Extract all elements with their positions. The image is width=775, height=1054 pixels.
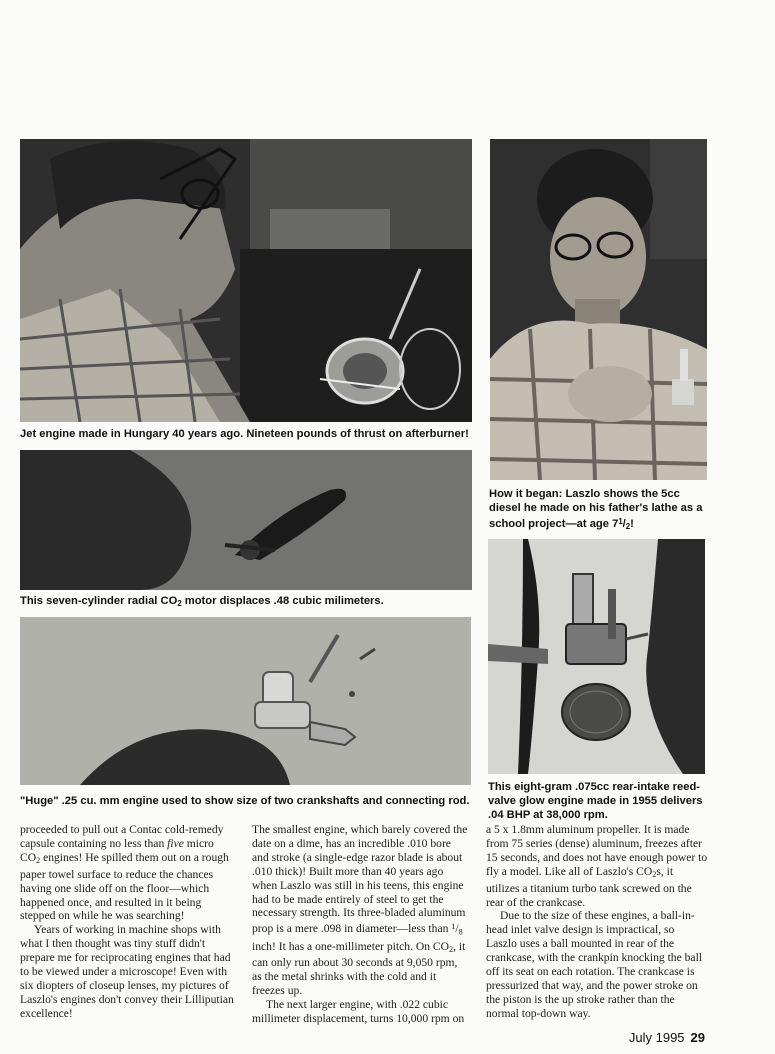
col1-paragraph-2: Years of working in machine shops with what I then thought was tiny stuff didn't prepare me for reciprocating engines that had to be viewed under a microscope! Even with six diopters of closeup lenses, my pictures of Laszlo's engines don't convey their Lilliputian excellence! xyxy=(20,923,234,1020)
laszlo-diesel-caption-text: How it began: Laszlo shows the 5cc diesel he made on his father's lathe as a school project—at age 7 xyxy=(489,488,703,531)
page-footer xyxy=(629,1030,705,1045)
col3-paragraph-1 xyxy=(486,823,708,909)
page-number: 29 xyxy=(690,1030,705,1045)
huge-engine-photo xyxy=(20,617,471,785)
col2-paragraph-1 xyxy=(252,823,468,998)
col1-p1-text-a: proceeded to pull out a Contac cold-remedy capsule containing no less than xyxy=(20,823,224,850)
huge-engine-photo-art xyxy=(20,617,471,785)
laszlo-diesel-caption-end: ! xyxy=(630,518,634,531)
radial-motor-photo-art xyxy=(20,450,472,590)
glow-engine-caption-text: This eight-gram .075cc rear-intake reed-valve glow engine made in 1955 delivers .04 BHP at 38,000 rpm. xyxy=(488,781,703,821)
col1-paragraph-1 xyxy=(20,823,235,923)
col2-p1-subscript-2: 2 xyxy=(449,944,454,954)
col2-p1-text-b: inch! It has a one-millimeter pitch. On CO xyxy=(252,939,450,953)
article-column-1 xyxy=(20,823,235,1021)
laszlo-diesel-photo xyxy=(490,139,707,480)
col2-p1-text-c: , it can only run about 30 seconds at 9,050 rpm, as the metal shrinks with the cold and it freezes up. xyxy=(252,939,466,998)
col3-p1-text-b: s, it utilizes a titanium turbo tank screwed on the rear of the crankcase. xyxy=(486,864,692,909)
laszlo-diesel-caption: How it began: Laszlo shows the 5cc diesel he made on his father's lathe as a school project—at age $7^1/_2$! xyxy=(489,488,703,532)
col3-p1-subscript: 2 xyxy=(652,869,657,879)
col2-paragraph-2: The next larger engine, with .022 cubic millimeter displacement, turns 10,000 rpm on xyxy=(252,998,465,1026)
col2-p1-slash: / xyxy=(455,922,459,936)
huge-engine-caption-text: "Huge" .25 cu. mm engine used to show size of two crankshafts and connecting rod. xyxy=(20,795,470,807)
glow-engine-photo xyxy=(488,539,705,774)
age-fraction-numerator: 1 xyxy=(618,517,623,526)
age-fraction-denominator: 2 xyxy=(625,522,631,532)
laszlo-diesel-photo-art xyxy=(490,139,707,480)
col1-p1-text-b: micro CO xyxy=(20,836,214,864)
jet-engine-photo xyxy=(20,139,472,422)
col2-p1-text-a: The smallest engine, which barely covered the date on a dime, has an incredible .010 bore and stroke (a single-edge razor blade is about .010 thick)! Built more than 40 years ago when Laszlo was still in his teens, this engine had to be made entirely of steel to get the necessary strength. Its three-bladed aluminum prop is a mere .098 in diameter—less than xyxy=(252,823,468,936)
col2-p1-subscript: 8 xyxy=(458,927,463,937)
jet-engine-photo-art xyxy=(20,139,472,422)
radial-motor-photo xyxy=(20,450,472,590)
article-column-3 xyxy=(486,823,708,1021)
jet-engine-caption xyxy=(20,427,480,441)
huge-engine-caption xyxy=(20,794,480,808)
radial-motor-caption-text-1: This seven-cylinder radial CO xyxy=(20,595,178,607)
col3-paragraph-2: Due to the size of these engines, a ball-in-head inlet valve design is impractical, so Laszlo uses a ball mounted in rear of the crankcase, with the crankpin knocking the ball off its seat on each rotation. The crankcase is pressurized that way, and the power stroke on the piston is the up stroke rather than the normal top-down way. xyxy=(486,909,703,1020)
col2-p1-superscript: 1 xyxy=(451,922,456,932)
col3-p1-text-a: a 5 x 1.8mm aluminum propeller. It is made from 75 series (dense) aluminum, freezes after 15 seconds, and does not have enough power to fly a model. Like all of Laszlo's CO xyxy=(486,823,708,878)
jet-engine-caption-text: Jet engine made in Hungary 40 years ago. Nineteen pounds of thrust on afterburner! xyxy=(20,428,469,440)
radial-motor-caption-text-2: motor displaces .48 cubic milimeters. xyxy=(181,595,384,607)
radial-motor-caption xyxy=(20,594,480,611)
glow-engine-photo-art xyxy=(488,539,705,774)
glow-engine-caption xyxy=(488,780,713,822)
issue-date: July 1995 xyxy=(628,1030,685,1045)
article-column-2 xyxy=(252,823,468,1026)
co2-subscript: 2 xyxy=(177,598,182,608)
col1-p1-text-c: engines! He spilled them out on a rough paper towel surface to reduce the chances having one slide off on the floor—which happened once, and resulted in it being stepped on while he was searching! xyxy=(20,850,229,923)
col1-p1-emphasis: five xyxy=(167,836,184,850)
col1-p1-subscript: 2 xyxy=(36,855,41,865)
